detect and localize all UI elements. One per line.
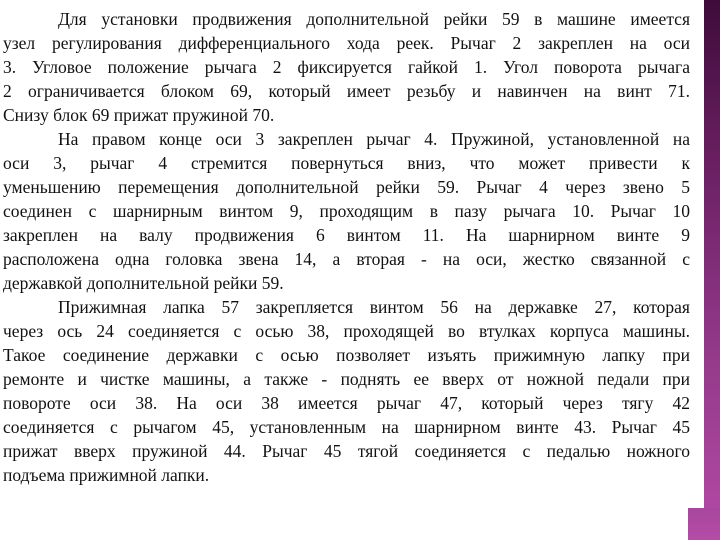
text-line: Такое соединение державки с осью позволяет изъять прижимную лапку при bbox=[3, 345, 690, 365]
text-line: через ось 24 соединяется с осью 38, проходящей во втулках корпуса машины. bbox=[3, 321, 690, 341]
text-line: державкой дополнительной рейки 59. bbox=[3, 273, 284, 293]
text-line: Снизу блок 69 прижат пружиной 70. bbox=[3, 105, 275, 125]
text-line: На правом конце оси 3 закреплен рычаг 4. Пружиной, установленной на bbox=[58, 129, 690, 149]
text-line: узел регулирования дифференциального хода реек. Рычаг 2 закреплен на оси bbox=[3, 33, 690, 53]
text-line: уменьшению перемещения дополнительной рейки 59. Рычаг 4 через звено 5 bbox=[3, 177, 690, 197]
paragraph bbox=[3, 7, 690, 127]
text-line: ремонте и чистке машины, а также - поднять ее вверх от ножной педали при bbox=[3, 369, 690, 389]
text-line: подъема прижимной лапки. bbox=[3, 465, 210, 485]
text-line: расположена одна головка звена 14, а вторая - на оси, жестко связанной с bbox=[3, 249, 690, 269]
paragraph bbox=[3, 295, 690, 487]
decorative-stripe bbox=[704, 0, 720, 540]
document-body bbox=[3, 7, 690, 487]
text-line: повороте оси 38. На оси 38 имеется рычаг 47, который через тягу 42 bbox=[3, 393, 690, 413]
text-line: оси 3, рычаг 4 стремится повернуться вниз, что может привести к bbox=[3, 153, 690, 173]
text-line: 3. Угловое положение рычага 2 фиксируется гайкой 1. Угол поворота рычага bbox=[3, 57, 690, 77]
text-line: 2 ограничивается блоком 69, который имеет резьбу и навинчен на винт 71. bbox=[3, 81, 690, 101]
text-line: соединен с шарнирным винтом 9, проходящим в пазу рычага 10. Рычаг 10 bbox=[3, 201, 690, 221]
paragraph bbox=[3, 127, 690, 295]
text-line: прижат вверх пружиной 44. Рычаг 45 тягой соединяется с педалью ножного bbox=[3, 441, 690, 461]
text-line: Для установки продвижения дополнительной рейки 59 в машине имеется bbox=[58, 9, 690, 29]
text-line: соединяется с рычагом 45, установленным на шарнирном винте 43. Рычаг 45 bbox=[3, 417, 690, 437]
text-line: Прижимная лапка 57 закрепляется винтом 56 на державке 27, которая bbox=[58, 297, 690, 317]
text-line: закреплен на валу продвижения 6 винтом 11. На шарнирном винте 9 bbox=[3, 225, 690, 245]
decorative-corner bbox=[688, 508, 720, 540]
